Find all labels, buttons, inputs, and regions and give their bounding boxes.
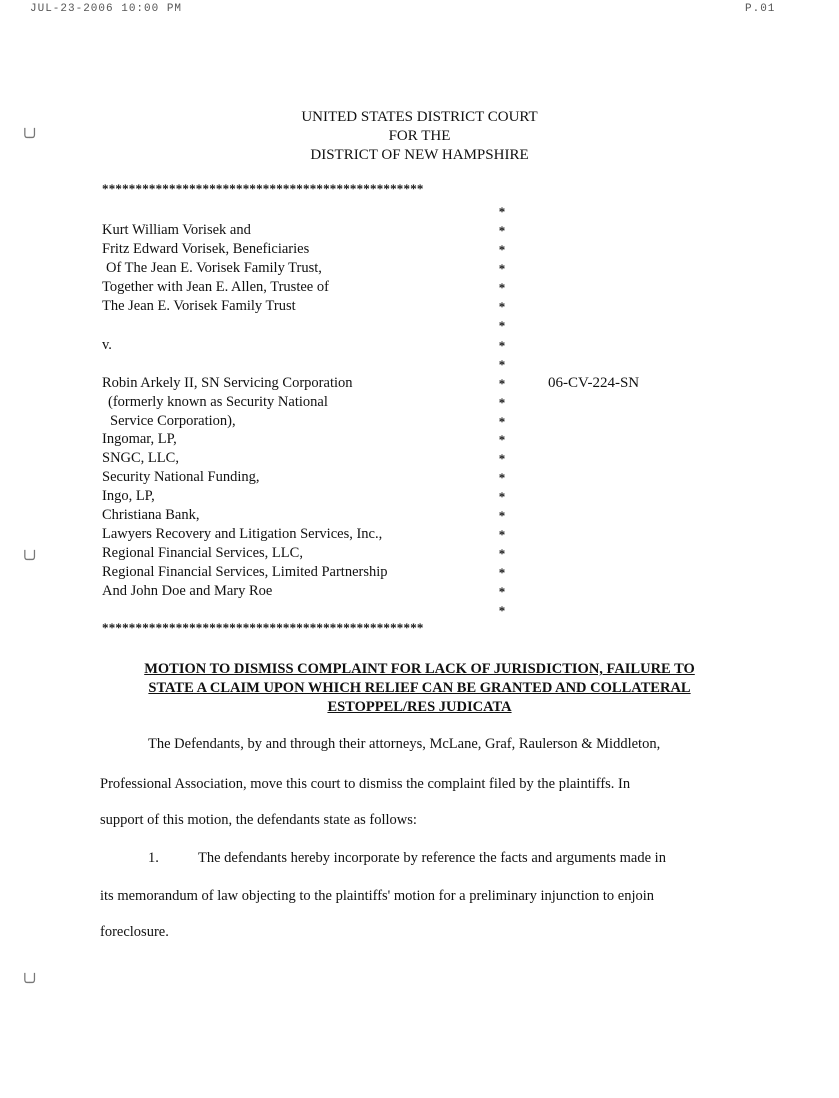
defendant-line: (formerly known as Security National [108, 394, 328, 410]
caption-star: * [498, 376, 506, 391]
caption-star: * [498, 204, 506, 219]
intro-paragraph-line: Professional Association, move this court to dismiss the complaint filed by the plaintiffs. In [100, 776, 631, 792]
plaintiff-line: Of The Jean E. Vorisek Family Trust, [106, 260, 322, 276]
plaintiff-line: The Jean E. Vorisek Family Trust [102, 298, 296, 314]
plaintiff-line: Fritz Edward Vorisek, Beneficiaries [102, 241, 310, 257]
defendant-line: Christiana Bank, [102, 507, 200, 523]
caption-star: * [498, 432, 506, 447]
defendant-line: Robin Arkely II, SN Servicing Corporation [102, 375, 353, 391]
court-district: DISTRICT OF NEW HAMPSHIRE [310, 147, 529, 163]
defendant-line: Ingo, LP, [102, 488, 155, 504]
defendant-line: Regional Financial Services, Limited Partnership [102, 564, 388, 580]
caption-star: * [498, 565, 506, 580]
hole-punch-mark: ╰╯ [20, 550, 40, 569]
fax-header-page: P.01 [745, 3, 776, 15]
hole-punch-mark: ╰╯ [20, 973, 40, 992]
caption-star: * [498, 414, 506, 429]
defendant-line: And John Doe and Mary Roe [102, 583, 273, 599]
plaintiff-line: Kurt William Vorisek and [102, 222, 251, 238]
paragraph-1-line: foreclosure. [100, 924, 169, 940]
caption-star: * [498, 470, 506, 485]
intro-paragraph-line: support of this motion, the defendants state as follows: [100, 812, 417, 828]
caption-star: * [498, 338, 506, 353]
paragraph-1-line: its memorandum of law objecting to the plaintiffs' motion for a preliminary injunction to enjoin [100, 888, 655, 904]
caption-star: * [498, 395, 506, 410]
caption-star: * [498, 603, 506, 618]
defendant-line: Ingomar, LP, [102, 431, 177, 447]
fax-header-date: JUL-23-2006 10:00 PM [30, 3, 183, 15]
caption-star: * [498, 242, 506, 257]
caption-star: * [498, 508, 506, 523]
caption-star: * [498, 451, 506, 466]
caption-star: * [498, 223, 506, 238]
caption-star: * [498, 489, 506, 504]
caption-star: * [498, 261, 506, 276]
hole-punch-mark: ╰╯ [20, 128, 40, 147]
plaintiff-line: Together with Jean E. Allen, Trustee of [102, 279, 329, 295]
caption-bottom-border: ************************************************ [102, 620, 424, 635]
caption-star: * [498, 280, 506, 295]
motion-title-line: ESTOPPEL/RES JUDICATA [327, 699, 512, 715]
caption-star: * [498, 584, 506, 599]
defendant-line: Service Corporation), [110, 413, 236, 429]
caption-star: * [498, 299, 506, 314]
caption-top-border: ************************************************ [102, 181, 424, 196]
defendant-line: Lawyers Recovery and Litigation Services, Inc., [102, 526, 383, 542]
caption-star: * [498, 527, 506, 542]
caption-star: * [498, 318, 506, 333]
paragraph-number: 1. [148, 850, 159, 866]
caption-star: * [498, 546, 506, 561]
court-name: UNITED STATES DISTRICT COURT [301, 109, 538, 125]
intro-paragraph-line: The Defendants, by and through their attorneys, McLane, Graf, Raulerson & Middleton, [148, 736, 661, 752]
motion-title-line: MOTION TO DISMISS COMPLAINT FOR LACK OF JURISDICTION, FAILURE TO [144, 661, 695, 677]
case-number: 06-CV-224-SN [548, 375, 640, 391]
caption-star: * [498, 357, 506, 372]
defendant-line: Security National Funding, [102, 469, 260, 485]
versus: v. [102, 337, 112, 353]
motion-title-line: STATE A CLAIM UPON WHICH RELIEF CAN BE GRANTED AND COLLATERAL [148, 680, 691, 696]
defendant-line: Regional Financial Services, LLC, [102, 545, 303, 561]
court-for-the: FOR THE [388, 128, 451, 144]
paragraph-1-line: The defendants hereby incorporate by reference the facts and arguments made in [198, 850, 666, 866]
defendant-line: SNGC, LLC, [102, 450, 179, 466]
